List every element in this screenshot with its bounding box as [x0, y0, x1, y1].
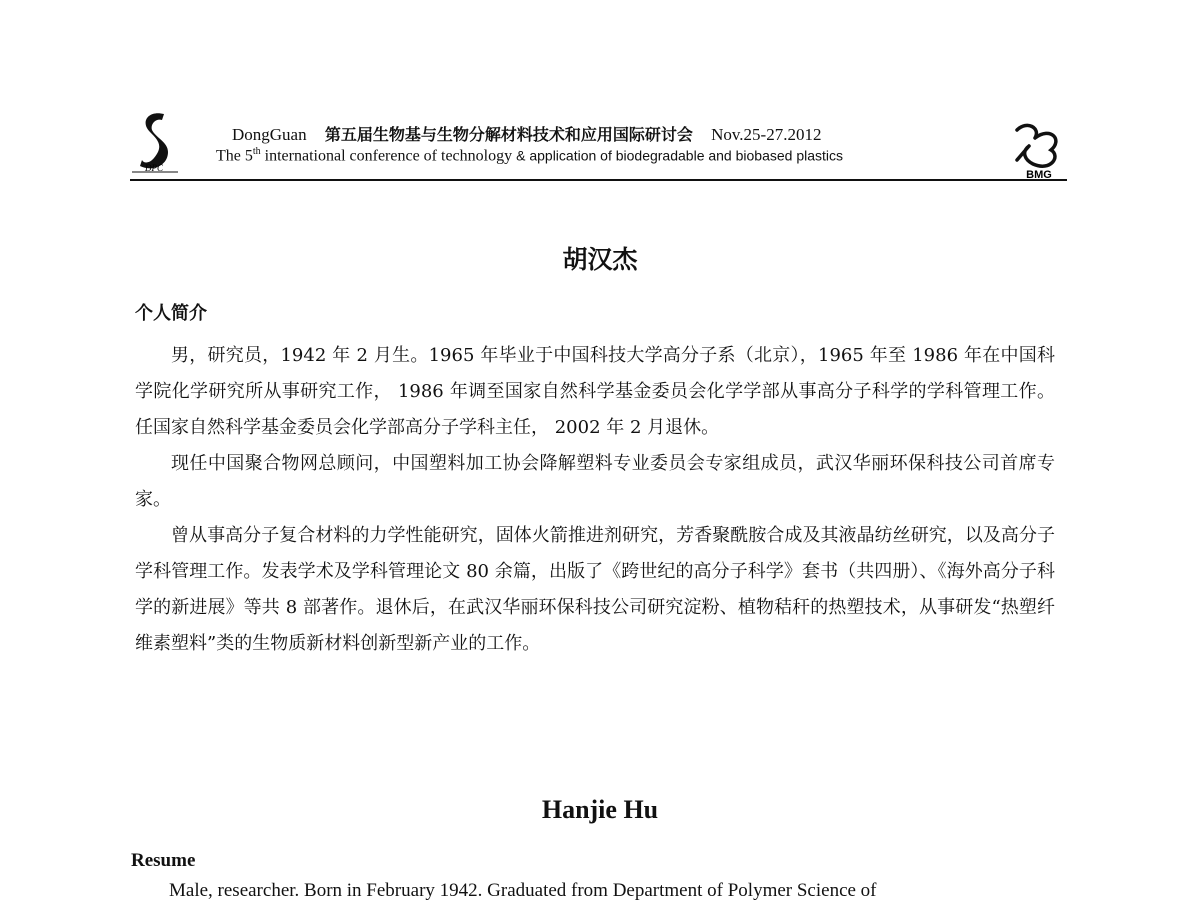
section-heading-cn: 个人简介 [135, 303, 207, 324]
city: DongGuan [232, 125, 307, 144]
conference-en-sup: th [252, 146, 261, 157]
bmg-logo-text: BMG [1026, 169, 1052, 180]
bmg-logo [1011, 116, 1067, 180]
dpc-logo [130, 108, 180, 174]
bio-paragraph: 现任中国聚合物网总顾问，中国塑料加工协会降解塑料专业委员会专家组成员，武汉华丽环保科技公司首席专家。 [135, 453, 1055, 510]
conference-title-cn: 第五届生物基与生物分解材料技术和应用国际研讨会 [324, 125, 693, 144]
conference-en-prefix: The 5 [216, 147, 253, 165]
header-line-1 [232, 122, 821, 145]
bio-paragraph: 曾从事高分子复合材料的力学性能研究，固体火箭推进剂研究，芳香聚酰胺合成及其液晶纺丝研究，以及高分子学科管理工作。发表学术及学科管理论文 80 余篇，出版了《跨世纪的高分子科学》套书（共四册）、《海外高分子科学的新进展》等共 8 部著作。退休后，在武汉华丽环保科技公司研究淀粉、植物秸秆的热塑技术，从事研发“热塑纤维素塑料”类的生物质新材料创新型新产业的工作。 [135, 525, 1055, 654]
page-header [130, 108, 1067, 184]
dpc-logo-text: DPC [145, 163, 163, 173]
bio-cn [135, 338, 1055, 662]
name-cn: 胡汉杰 [562, 245, 638, 274]
conference-en-mid: international conference of technology [260, 147, 517, 165]
header-divider [130, 179, 1067, 181]
name-en: Hanjie Hu [541, 795, 659, 824]
bio-paragraph: 男，研究员，1942 年 2 月生。1965 年毕业于中国科技大学高分子系（北京），1965 年至 1986 年在中国科学院化学研究所从事研究工作， 1986 年调至国家自然科学基金委员会化学学部从事高分子科学的学科管理工作。任国家自然科学基金委员会化学部高分子学科主任， 2002 年 2 月退休。 [135, 345, 1055, 438]
conference-dates: Nov.25-27.2012 [711, 125, 822, 144]
section-heading-en: Resume [131, 850, 196, 871]
header-line-2 [216, 146, 843, 165]
bio-en-first-line: Male, researcher. Born in February 1942. Graduated from Department of Polymer Science of [169, 880, 877, 901]
conference-en-rest: & application of biodegradable and biobased plastics [516, 147, 844, 164]
